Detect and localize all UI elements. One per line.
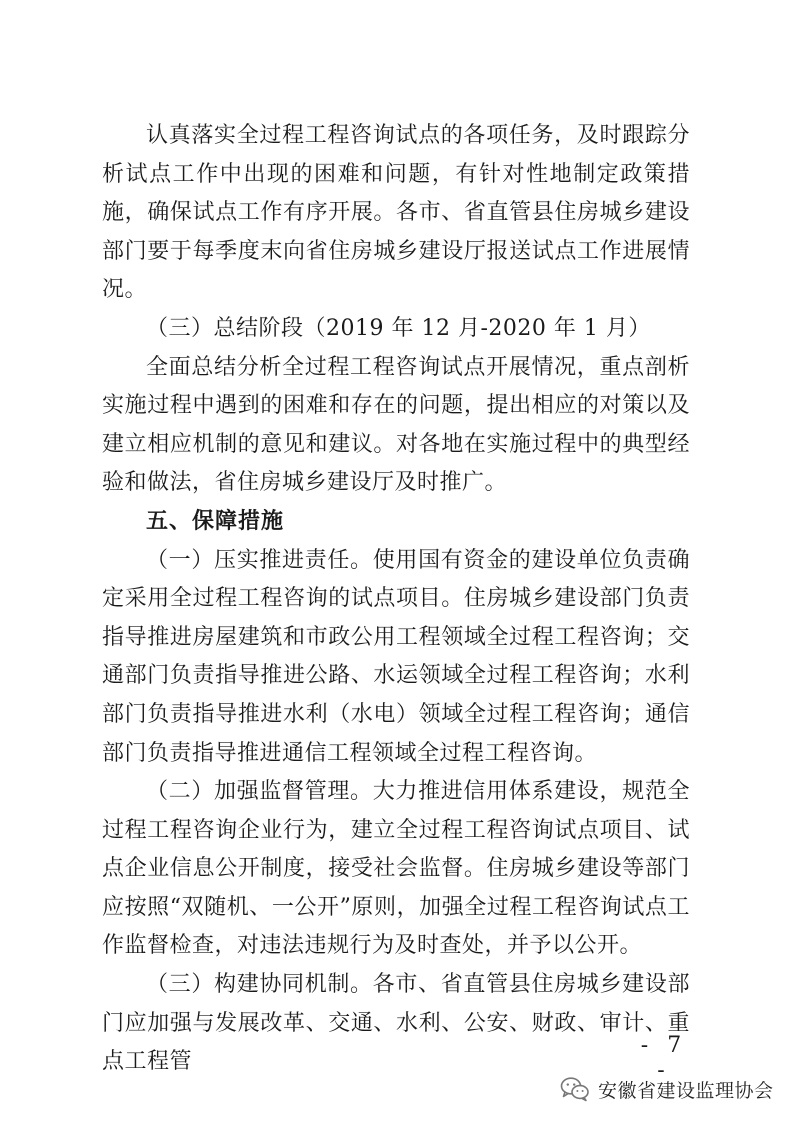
page-number: - 7 - [640, 1033, 688, 1083]
document-body [102, 117, 690, 1082]
section-heading: 五、保障措施 [146, 508, 285, 534]
paragraph: （二）加强监督管理。大力推进信用体系建设，规范全过程工程咨询企业行为，建立全过程工程咨询试点项目、试点企业信息公开制度，接受社会监督。住房城乡建设等部门应按照“双随机、一公开”原则，加强全过程工程咨询试点工作监督检查，对违法违规行为及时查处，并予以公开。 [102, 779, 690, 959]
paragraph: （三）构建协同机制。各市、省直管县住房城乡建设部门应加强与发展改革、交通、水利、公安、财政、审计、重点工程管 [102, 972, 690, 1075]
paragraph: （一）压实推进责任。使用国有资金的建设单位负责确定采用全过程工程咨询的试点项目。住房城乡建设部门负责指导推进房屋建筑和市政公用工程领域全过程工程咨询；交通部门负责指导推进公路、水运领域全过程工程咨询；水利部门负责指导推进水利（水电）领域全过程工程咨询；通信部门负责指导推进通信工程领域全过程工程咨询。 [102, 547, 690, 766]
paragraph: 认真落实全过程工程咨询试点的各项任务，及时跟踪分析试点工作中出现的困难和问题，有针对性地制定政策措施，确保试点工作有序开展。各市、省直管县住房城乡建设部门要于每季度末向省住房城乡建设厅报送试点工作进展情况。 [102, 123, 690, 303]
watermark-text: 安徽省建设监理协会 [598, 1079, 774, 1102]
watermark [560, 1072, 774, 1106]
subsection-heading: （三）总结阶段（2019 年 12 月-2020 年 1 月） [146, 315, 651, 341]
paragraph: 全面总结分析全过程工程咨询试点开展情况，重点剖析实施过程中遇到的困难和存在的问题，提出相应的对策以及建立相应机制的意见和建议。对各地在实施过程中的典型经验和做法，省住房城乡建设厅及时推广。 [102, 354, 690, 496]
wechat-icon [560, 1076, 590, 1102]
